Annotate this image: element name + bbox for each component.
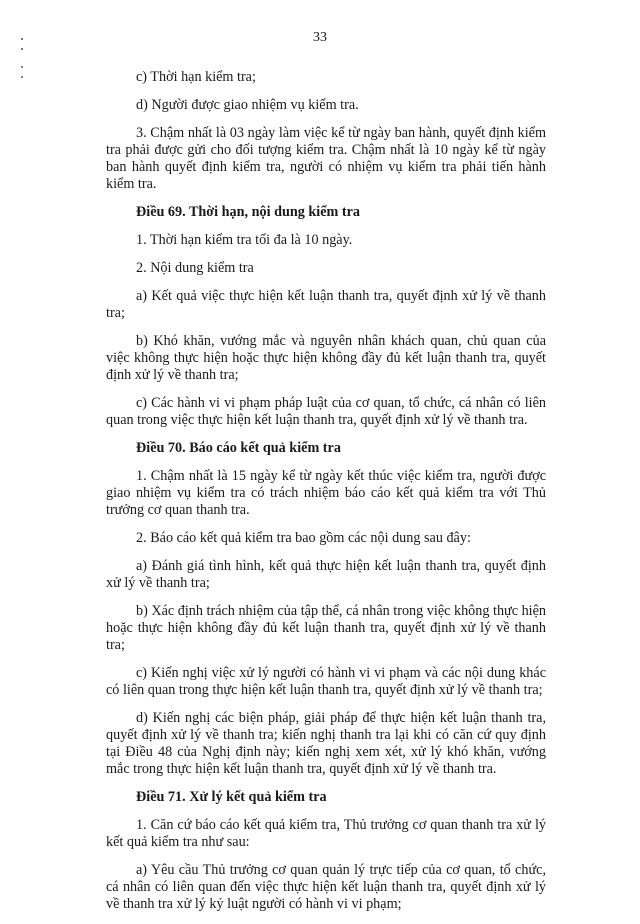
- paragraph: 1. Thời hạn kiểm tra tối đa là 10 ngày.: [136, 232, 353, 248]
- article-heading: Điều 70. Báo cáo kết quả kiểm tra: [136, 440, 341, 456]
- paragraph: 3. Chậm nhất là 03 ngày làm việc kể từ ngày ban hành, quyết định kiểm tra phải được gửi cho đối tượng kiểm tra. Chậm nhất là 10 ngày kể từ ngày ban hành quyết định kiểm tra, người có nhiệm vụ kiểm tra phải tiến hành kiểm tra.: [106, 125, 546, 192]
- document-body: [106, 69, 546, 924]
- scan-mark: [21, 38, 23, 40]
- article-heading: Điều 71. Xử lý kết quả kiểm tra: [136, 789, 327, 805]
- paragraph: 2. Nội dung kiểm tra: [136, 260, 254, 276]
- paragraph: b) Khó khăn, vướng mắc và nguyên nhân khách quan, chủ quan của việc không thực hiện hoặc thực hiện không đầy đủ kết luận thanh tra, quyết định xử lý về thanh tra;: [106, 333, 546, 383]
- paragraph: 1. Chậm nhất là 15 ngày kể từ ngày kết thúc việc kiểm tra, người được giao nhiệm vụ kiểm tra có trách nhiệm báo cáo kết quả kiểm tra với Thủ trưởng cơ quan thanh tra.: [106, 468, 546, 518]
- paragraph: b) Xác định trách nhiệm của tập thể, cá nhân trong việc không thực hiện hoặc thực hiện không đầy đủ kết luận thanh tra, quyết định xử lý về thanh tra;: [106, 603, 546, 653]
- paragraph: 1. Căn cứ báo cáo kết quả kiểm tra, Thủ trưởng cơ quan thanh tra xử lý kết quả kiểm tra như sau:: [106, 817, 546, 850]
- paragraph: a) Yêu cầu Thủ trưởng cơ quan quản lý trực tiếp của cơ quan, tổ chức, cá nhân có liên quan đến việc thực hiện kết luận thanh tra, quyết định xử lý về thanh tra xử lý kỷ luật người có hành vi vi phạm;: [106, 862, 546, 912]
- scan-mark: [21, 66, 23, 68]
- paragraph: a) Kết quả việc thực hiện kết luận thanh tra, quyết định xử lý về thanh tra;: [106, 288, 546, 321]
- article-heading: Điều 69. Thời hạn, nội dung kiểm tra: [136, 204, 361, 220]
- paragraph: d) Kiến nghị các biện pháp, giải pháp để thực hiện kết luận thanh tra, quyết định xử lý về thanh tra; kiến nghị thanh tra lại khi có căn cứ quy định tại Điều 48 của Nghị định này; kiến nghị xem xét, xử lý khó khăn, vướng mắc trong thực hiện kết luận thanh tra, quyết định xử lý về thanh tra.: [106, 710, 546, 777]
- paragraph: a) Đánh giá tình hình, kết quả thực hiện kết luận thanh tra, quyết định xử lý về thanh tra;: [106, 558, 546, 591]
- paragraph: c) Kiến nghị việc xử lý người có hành vi vi phạm và các nội dung khác có liên quan trong thực hiện kết luận thanh tra, quyết định xử lý về thanh tra;: [106, 665, 546, 698]
- paragraph: 2. Báo cáo kết quả kiểm tra bao gồm các nội dung sau đây:: [136, 530, 471, 546]
- scan-mark: [21, 76, 23, 78]
- paragraph: d) Người được giao nhiệm vụ kiểm tra.: [136, 97, 359, 113]
- scan-mark: [21, 48, 23, 50]
- paragraph: c) Các hành vi vi phạm pháp luật của cơ quan, tổ chức, cá nhân có liên quan trong việc thực hiện kết luận thanh tra, quyết định xử lý về thanh tra.: [106, 395, 546, 428]
- page-number: 33: [313, 30, 327, 45]
- paragraph: c) Thời hạn kiểm tra;: [136, 69, 256, 85]
